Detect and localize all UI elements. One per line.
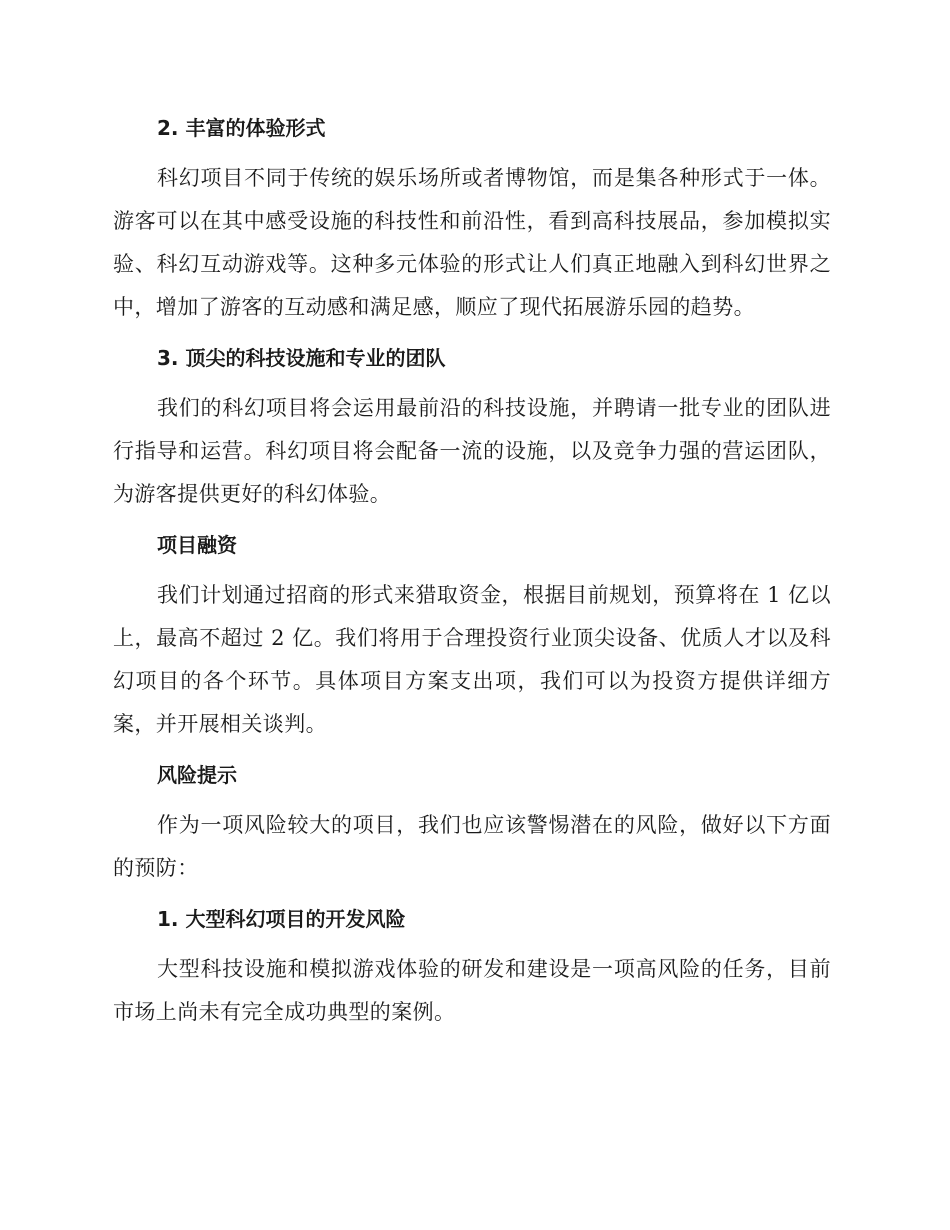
- section-paragraph-tech-team: 我们的科幻项目将会运用最前沿的科技设施，并聘请一批专业的团队进行指导和运营。科幻项目将会配备一流的设施，以及竞争力强的营运团队，为游客提供更好的科幻体验。: [113, 396, 831, 506]
- section-paragraph-risk-notice: 作为一项风险较大的项目，我们也应该警惕潜在的风险，做好以下方面的预防：: [113, 813, 831, 880]
- section-heading-experience-forms: 2. 丰富的体验形式: [157, 116, 326, 140]
- section-heading-financing: 项目融资: [157, 533, 237, 557]
- section-heading-risk-notice: 风险提示: [157, 763, 237, 787]
- section-heading-tech-team: 3. 顶尖的科技设施和专业的团队: [157, 346, 446, 370]
- section-paragraph-experience-forms: 科幻项目不同于传统的娱乐场所或者博物馆，而是集各种形式于一体。游客可以在其中感受设施的科技性和前沿性，看到高科技展品，参加模拟实验、科幻互动游戏等。这种多元体验的形式让人们真正地融入到科幻世界之中，增加了游客的互动感和满足感，顺应了现代拓展游乐园的趋势。: [113, 166, 831, 319]
- document-page: [113, 110, 831, 1034]
- section-paragraph-development-risk: 大型科技设施和模拟游戏体验的研发和建设是一项高风险的任务，目前市场上尚未有完全成功典型的案例。: [113, 957, 831, 1024]
- section-heading-development-risk: 1. 大型科幻项目的开发风险: [157, 907, 406, 931]
- section-paragraph-financing: 我们计划通过招商的形式来猎取资金，根据目前规划，预算将在 1 亿以上，最高不超过 2 亿。我们将用于合理投资行业顶尖设备、优质人才以及科幻项目的各个环节。具体项目方案支出项，我们可以为投资方提供详细方案，并开展相关谈判。: [113, 583, 831, 736]
